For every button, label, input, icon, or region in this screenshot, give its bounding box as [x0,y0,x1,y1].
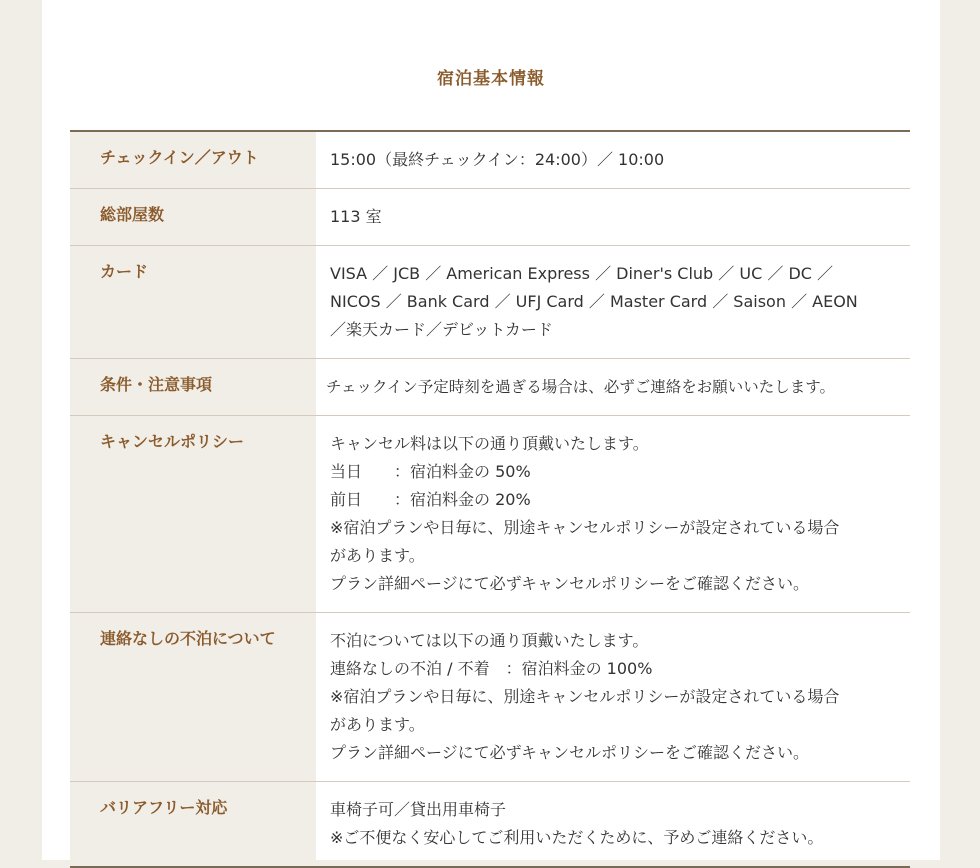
noshow-line: プラン詳細ページにて必ずキャンセルポリシーをご確認ください。 [330,743,810,762]
card-line: ／楽天カード／デビットカード [330,320,553,339]
row-value-conditions: チェックイン予定時刻を過ぎる場合は、必ずご連絡をお願いいたします。 [316,359,910,416]
noshow-line: があります。 [330,715,425,734]
content-panel [42,0,940,860]
card-line: NICOS ／ Bank Card ／ UFJ Card ／ Master Card ／ Saison ／ AEON [330,292,858,311]
row-label-noshow: 連絡なしの不泊について [70,613,316,782]
row-label-barrierfree: バリアフリー対応 [70,782,316,868]
cancel-line: があります。 [330,546,425,565]
barrierfree-line: 車椅子可／貸出用車椅子 [330,800,507,819]
cancel-line: 前日 ：宿泊料金の 20% [330,490,531,509]
row-value-cancel [316,416,910,613]
cancel-line: ※宿泊プランや日毎に、別途キャンセルポリシーが設定されている場合 [330,518,840,537]
row-label-cancel: キャンセルポリシー [70,416,316,613]
table-row [70,416,910,613]
page-title: 宿泊基本情報 [437,69,545,89]
row-label-rooms: 総部屋数 [70,189,316,246]
card-line: VISA ／ JCB ／ American Express ／ Diner's Club ／ UC ／ DC ／ [330,264,834,283]
cancel-line: プラン詳細ページにて必ずキャンセルポリシーをご確認ください。 [330,574,810,593]
barrierfree-line: ※ご不便なく安心してご利用いただくために、予めご連絡ください。 [330,828,824,847]
cancel-line: キャンセル料は以下の通り頂戴いたします。 [330,434,649,453]
row-label-checkin: チェックイン／アウト [70,131,316,189]
noshow-line: 不泊については以下の通り頂戴いたします。 [330,631,649,650]
table-row [70,246,910,359]
row-value-rooms: 113 室 [316,189,910,246]
table-row [70,359,910,416]
cancel-line: 当日 ：宿泊料金の 50% [330,462,531,481]
row-value-noshow [316,613,910,782]
noshow-line: ※宿泊プランや日毎に、別途キャンセルポリシーが設定されている場合 [330,687,840,706]
table-row [70,189,910,246]
row-value-checkin: 15:00（最終チェックイン：24:00）／ 10:00 [316,131,910,189]
row-value-card [316,246,910,359]
table-row [70,131,910,189]
table-row [70,782,910,868]
table-row [70,613,910,782]
row-value-barrierfree [316,782,910,868]
accommodation-info-table [70,130,910,868]
row-label-conditions: 条件・注意事項 [70,359,316,416]
noshow-line: 連絡なしの不泊 / 不着 ：宿泊料金の 100% [330,659,653,678]
row-label-card: カード [70,246,316,359]
